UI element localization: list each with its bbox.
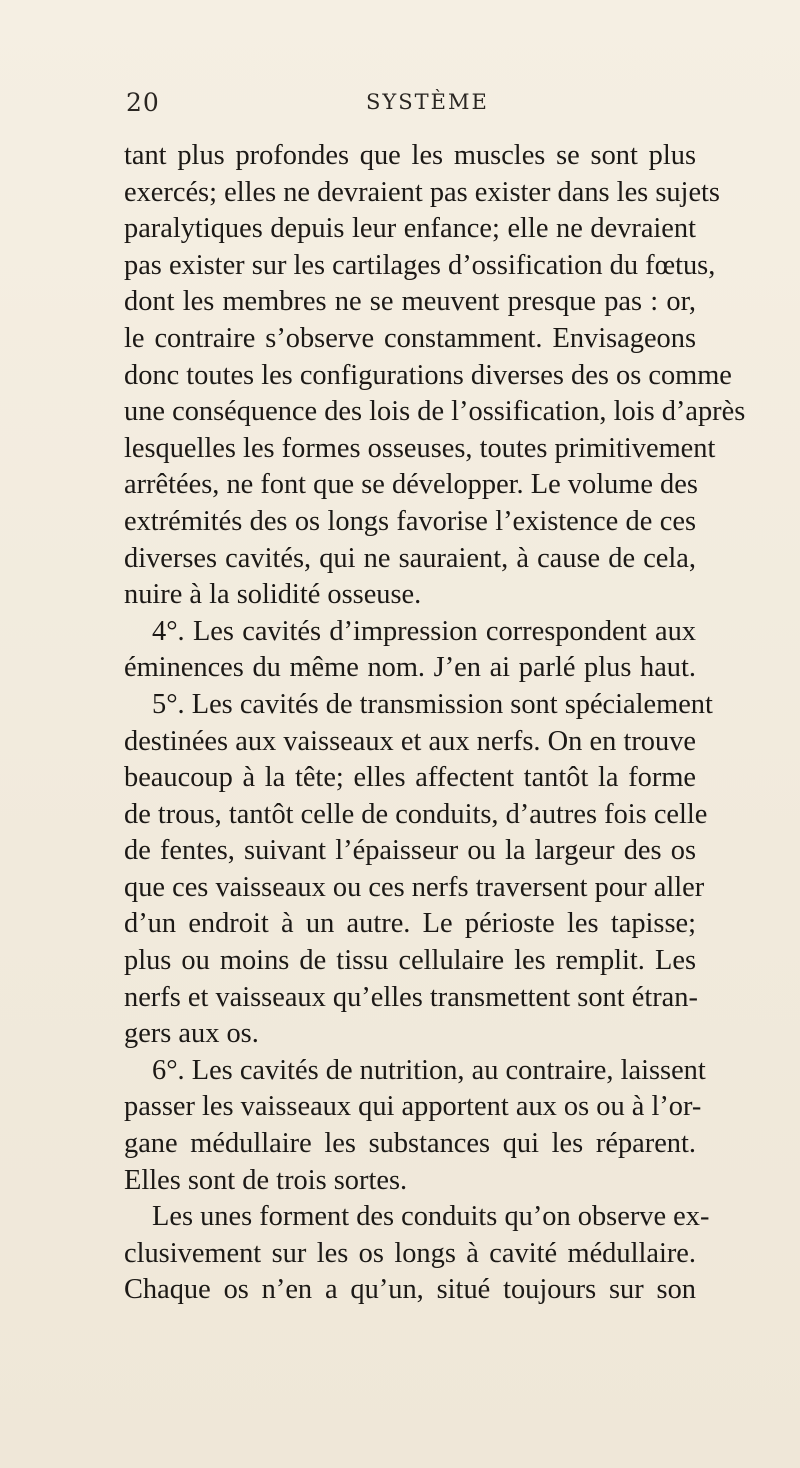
page-header [126,88,686,128]
text-line: passer les vaisseaux qui apportent aux os ou à l’or- [124,1091,702,1123]
text-line: de trous, tantôt celle de conduits, d’autres fois celle [124,798,708,830]
text-line: nerfs et vaisseaux qu’elles transmettent sont étran- [124,981,698,1013]
text-line: le contraire s’observe constamment. Envisageons [124,322,696,354]
text-line: nuire à la solidité osseuse. [124,579,422,611]
text-line: Chaque os n’en a qu’un, situé toujours sur son [124,1274,696,1306]
text-line: Les unes forment des conduits qu’on observe ex- [152,1201,710,1233]
text-line: tant plus profondes que les muscles se sont plus [124,140,696,171]
text-line: de fentes, suivant l’épaisseur ou la largeur des os [124,835,696,867]
text-line: d’un endroit à un autre. Le périoste les tapisse; [124,908,696,940]
text-line: diverses cavités, qui ne sauraient, à cause de cela, [124,542,696,574]
text-line: arrêtées, ne font que se développer. Le volume des [124,469,698,501]
text-line: Elles sont de trois sortes. [124,1164,408,1196]
text-line: 6°. Les cavités de nutrition, au contraire, laissent [152,1054,706,1086]
running-head: SYSTÈME [366,90,489,114]
text-line: une conséquence des lois de l’ossification, lois d’après [124,396,746,428]
text-line: destinées aux vaisseaux et aux nerfs. On en trouve [124,725,696,757]
text-line: gers aux os. [124,1018,259,1050]
text-line: paralytiques depuis leur enfance; elle ne devraient [124,213,696,245]
page-number: 20 [126,88,160,117]
text-line: éminences du même nom. J’en ai parlé plus haut. [124,652,696,684]
text-line: lesquelles les formes osseuses, toutes primitivement [124,432,716,464]
text-line: clusivement sur les os longs à cavité médullaire. [124,1237,696,1269]
text-line: 5°. Les cavités de transmission sont spécialement [152,688,713,720]
text-line: exercés; elles ne devraient pas exister dans les sujets [124,176,720,208]
text-line: 4°. Les cavités d’impression correspondent aux [152,615,696,647]
text-line: gane médullaire les substances qui les réparent. [124,1128,696,1160]
text-line: que ces vaisseaux ou ces nerfs traversent pour aller [124,871,705,903]
text-line: extrémités des os longs favorise l’existence de ces [124,505,696,537]
text-line: plus ou moins de tissu cellulaire les remplit. Les [124,945,696,977]
text-line: pas exister sur les cartilages d’ossification du fœtus, [124,249,716,281]
text-line: beaucoup à la tête; elles affectent tantôt la forme [124,762,696,794]
body-text [124,138,746,1309]
text-line: dont les membres ne se meuvent presque pas : or, [124,286,696,318]
text-line: donc toutes les configurations diverses des os comme [124,359,732,391]
